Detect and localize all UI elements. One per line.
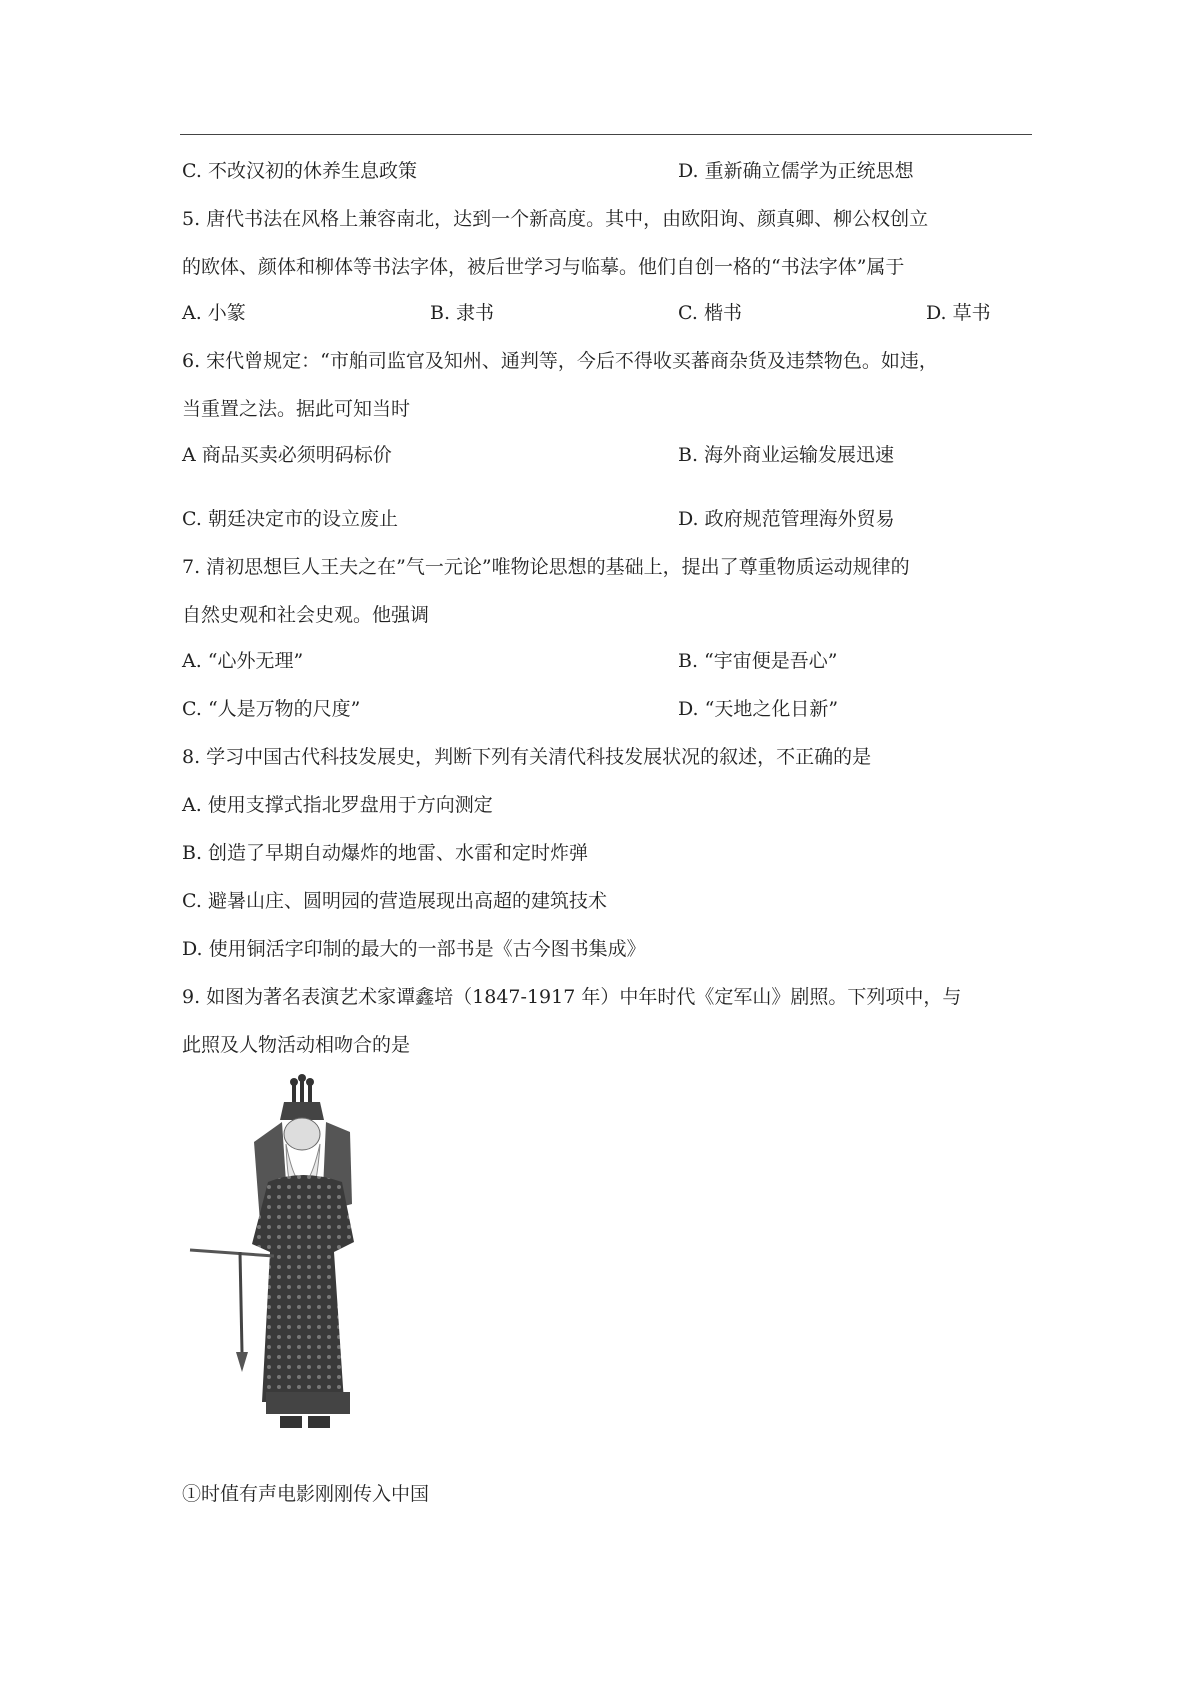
q5-stem-line2: 的欧体、颜体和柳体等书法字体，被后世学习与临摹。他们自创一格的“书法字体”属于 — [182, 256, 905, 278]
q7-option-c: C. “人是万物的尺度” — [182, 698, 361, 720]
q9-item-1: ①时值有声电影刚刚传入中国 — [182, 1483, 430, 1505]
q6-option-b: B. 海外商业运输发展迅速 — [678, 444, 895, 466]
q5-stem-line1: 5. 唐代书法在风格上兼容南北，达到一个新高度。其中，由欧阳询、颜真卿、柳公权创立 — [182, 208, 929, 230]
q4-option-d: D. 重新确立儒学为正统思想 — [678, 160, 914, 182]
q8-option-c: C. 避暑山庄、圆明园的营造展现出高超的建筑技术 — [182, 890, 607, 912]
q7-stem-line2: 自然史观和社会史观。他强调 — [182, 604, 430, 626]
q9-stem-line1: 9. 如图为著名表演艺术家谭鑫培（1847-1917 年）中年时代《定军山》剧照。下列项中，与 — [182, 986, 962, 1008]
q7-option-b: B. “宇宙便是吾心” — [678, 650, 838, 672]
q5-option-a: A. 小篆 — [182, 302, 246, 324]
q5-option-d: D. 草书 — [926, 302, 991, 324]
q6-stem-line1: 6. 宋代曾规定：“市舶司监官及知州、通判等，今后不得收买蕃商杂货及违禁物色。如违， — [182, 350, 938, 372]
q8-option-d: D. 使用铜活字印制的最大的一部书是《古今图书集成》 — [182, 938, 646, 960]
q5-option-b: B. 隶书 — [430, 302, 495, 324]
q5-option-c: C. 楷书 — [678, 302, 742, 324]
q6-option-a: A 商品买卖必须明码标价 — [182, 444, 392, 466]
q7-stem-line1: 7. 清初思想巨人王夫之在”气一元论”唯物论思想的基础上，提出了尊重物质运动规律的 — [182, 556, 910, 578]
q6-stem-line2: 当重置之法。据此可知当时 — [182, 398, 411, 420]
q6-option-d: D. 政府规范管理海外贸易 — [678, 508, 895, 530]
q6-option-c: C. 朝廷决定市的设立废止 — [182, 508, 398, 530]
q8-stem: 8. 学习中国古代科技发展史，判断下列有关清代科技发展状况的叙述，不正确的是 — [182, 746, 872, 768]
header-rule — [180, 134, 1032, 135]
q8-option-a: A. 使用支撑式指北罗盘用于方向测定 — [182, 794, 493, 816]
q7-option-a: A. “心外无理” — [182, 650, 304, 672]
q7-option-d: D. “天地之化日新” — [678, 698, 839, 720]
q8-option-b: B. 创造了早期自动爆炸的地雷、水雷和定时炸弹 — [182, 842, 589, 864]
opera-performer-photo — [184, 1072, 396, 1442]
q9-stem-line2: 此照及人物活动相吻合的是 — [182, 1034, 411, 1056]
q4-option-c: C. 不改汉初的休养生息政策 — [182, 160, 417, 182]
